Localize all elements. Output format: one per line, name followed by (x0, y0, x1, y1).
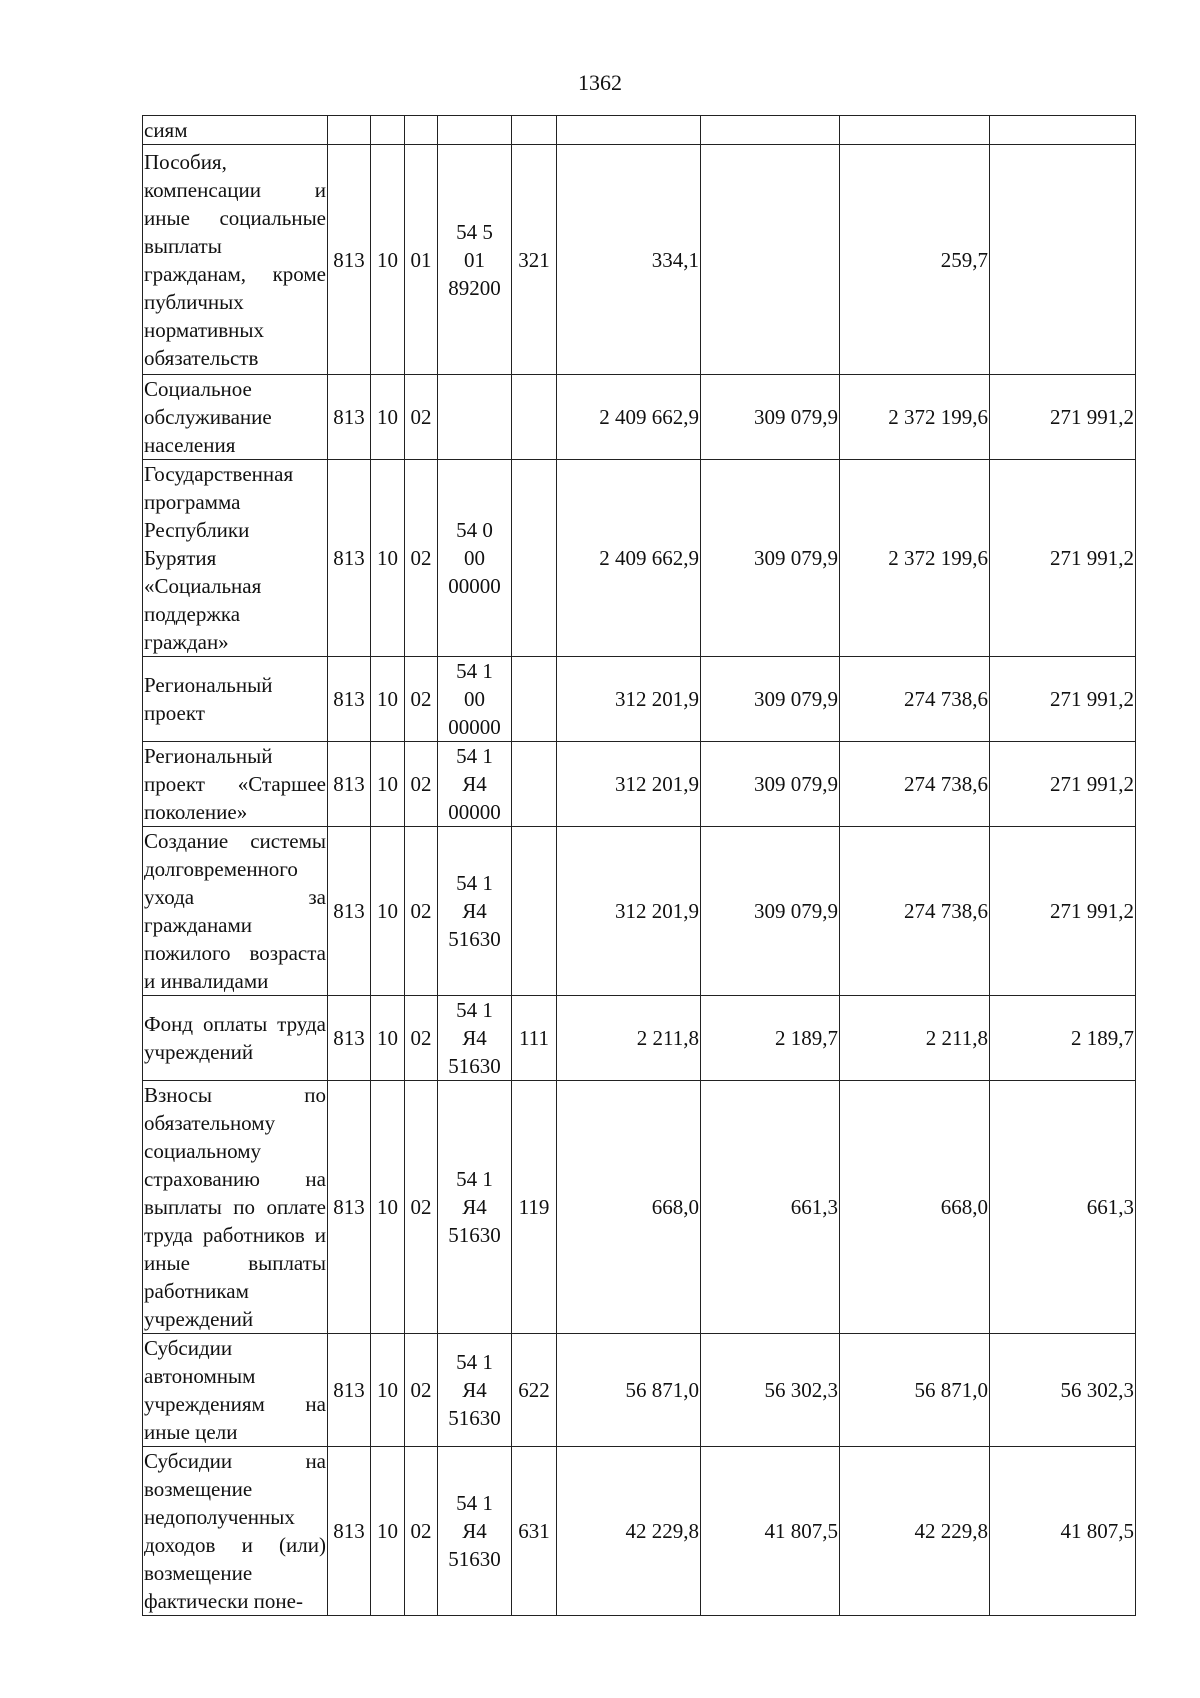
subsection-code-cell: 02 (405, 460, 438, 657)
table-row (143, 116, 1136, 145)
subsection-code-cell: 02 (405, 375, 438, 460)
amount-cell-4: 56 302,3 (990, 1334, 1136, 1447)
target-article-cell (438, 1447, 512, 1616)
table-row (143, 827, 1136, 996)
target-article-line: 51630 (448, 1054, 501, 1078)
amount-cell-4: 271 991,2 (990, 827, 1136, 996)
amount-cell-4 (990, 116, 1136, 145)
target-article-line: Я4 (462, 899, 487, 923)
target-article-cell (438, 116, 512, 145)
amount-cell-4: 271 991,2 (990, 742, 1136, 827)
grbs-code-cell: 813 (328, 145, 371, 375)
target-article-cell (438, 145, 512, 375)
amount-cell-3: 668,0 (840, 1081, 990, 1334)
amount-cell-3: 2 211,8 (840, 996, 990, 1081)
target-article-cell (438, 375, 512, 460)
table-row (143, 996, 1136, 1081)
target-article-line: 00000 (448, 800, 501, 824)
target-article-line: 51630 (448, 1406, 501, 1430)
table-row (143, 460, 1136, 657)
row-name-cell: Создание системы долговременного ухода за гражданами пожилого возраста и инвалидами (143, 827, 328, 996)
amount-cell-1: 42 229,8 (557, 1447, 701, 1616)
table-row (143, 1447, 1136, 1616)
section-code-cell (371, 116, 405, 145)
amount-cell-1: 2 409 662,9 (557, 460, 701, 657)
expense-type-cell (512, 460, 557, 657)
table-row (143, 742, 1136, 827)
amount-cell-4 (990, 145, 1136, 375)
target-article-line: 51630 (448, 1223, 501, 1247)
grbs-code-cell: 813 (328, 742, 371, 827)
expense-type-cell (512, 657, 557, 742)
amount-cell-2: 2 189,7 (701, 996, 840, 1081)
target-article-line: 54 1 (456, 659, 493, 683)
section-code-cell: 10 (371, 996, 405, 1081)
amount-cell-1: 312 201,9 (557, 657, 701, 742)
target-article-line: 00 (464, 546, 485, 570)
amount-cell-2: 309 079,9 (701, 742, 840, 827)
row-name-cell: Фонд оплаты труда учреждений (143, 996, 328, 1081)
row-name-cell: сиям (143, 116, 328, 145)
table-row (143, 145, 1136, 375)
amount-cell-2: 661,3 (701, 1081, 840, 1334)
subsection-code-cell: 02 (405, 657, 438, 742)
page-number: 1362 (578, 70, 622, 95)
subsection-code-cell: 01 (405, 145, 438, 375)
grbs-code-cell (328, 116, 371, 145)
grbs-code-cell: 813 (328, 996, 371, 1081)
expense-type-cell (512, 742, 557, 827)
row-name-cell: Региональный проект «Старшее поколение» (143, 742, 328, 827)
amount-cell-4: 271 991,2 (990, 460, 1136, 657)
amount-cell-2: 309 079,9 (701, 827, 840, 996)
row-name-cell: Региональный проект (143, 657, 328, 742)
section-code-cell: 10 (371, 827, 405, 996)
subsection-code-cell: 02 (405, 1081, 438, 1334)
row-name-cell: Взносы по обязательному социальному страхованию на выплаты по оплате труда работников и иные выплаты работникам учреждений (143, 1081, 328, 1334)
target-article-line: Я4 (462, 1378, 487, 1402)
target-article-cell (438, 460, 512, 657)
target-article-cell (438, 827, 512, 996)
amount-cell-4: 271 991,2 (990, 375, 1136, 460)
target-article-line: Я4 (462, 1519, 487, 1543)
target-article-line: 54 1 (456, 1350, 493, 1374)
target-article-cell (438, 657, 512, 742)
target-article-line: 54 1 (456, 998, 493, 1022)
amount-cell-3: 2 372 199,6 (840, 375, 990, 460)
section-code-cell: 10 (371, 1334, 405, 1447)
section-code-cell: 10 (371, 657, 405, 742)
target-article-cell (438, 1081, 512, 1334)
amount-cell-3: 42 229,8 (840, 1447, 990, 1616)
amount-cell-3 (840, 116, 990, 145)
section-code-cell: 10 (371, 460, 405, 657)
amount-cell-4: 2 189,7 (990, 996, 1136, 1081)
row-name-cell: Субсидии автономным учреждениям на иные цели (143, 1334, 328, 1447)
amount-cell-1: 312 201,9 (557, 742, 701, 827)
amount-cell-2: 56 302,3 (701, 1334, 840, 1447)
section-code-cell: 10 (371, 145, 405, 375)
subsection-code-cell (405, 116, 438, 145)
section-code-cell: 10 (371, 742, 405, 827)
amount-cell-2: 41 807,5 (701, 1447, 840, 1616)
amount-cell-2 (701, 116, 840, 145)
budget-table (142, 115, 1136, 1616)
subsection-code-cell: 02 (405, 827, 438, 996)
amount-cell-4: 661,3 (990, 1081, 1136, 1334)
target-article-line: 00000 (448, 574, 501, 598)
amount-cell-4: 41 807,5 (990, 1447, 1136, 1616)
amount-cell-3: 274 738,6 (840, 827, 990, 996)
amount-cell-2: 309 079,9 (701, 375, 840, 460)
subsection-code-cell: 02 (405, 742, 438, 827)
subsection-code-cell: 02 (405, 1447, 438, 1616)
target-article-line: Я4 (462, 772, 487, 796)
amount-cell-3: 56 871,0 (840, 1334, 990, 1447)
amount-cell-3: 274 738,6 (840, 657, 990, 742)
expense-type-cell: 111 (512, 996, 557, 1081)
row-name-cell: Государственная программа Республики Бурятия «Социальная поддержка граждан» (143, 460, 328, 657)
target-article-line: 01 (464, 247, 485, 272)
target-article-line: 51630 (448, 1547, 501, 1571)
amount-cell-4: 271 991,2 (990, 657, 1136, 742)
target-article-cell (438, 996, 512, 1081)
subsection-code-cell: 02 (405, 996, 438, 1081)
target-article-line: 89200 (448, 275, 501, 300)
table-body (143, 116, 1136, 1616)
amount-cell-1: 56 871,0 (557, 1334, 701, 1447)
table-row (143, 1334, 1136, 1447)
row-name-cell: Социальное обслуживание населения (143, 375, 328, 460)
table-row (143, 1081, 1136, 1334)
expense-type-cell (512, 827, 557, 996)
section-code-cell: 10 (371, 1081, 405, 1334)
expense-type-cell: 631 (512, 1447, 557, 1616)
amount-cell-1 (557, 116, 701, 145)
amount-cell-2 (701, 145, 840, 375)
expense-type-cell (512, 375, 557, 460)
target-article-line: 54 1 (456, 871, 493, 895)
section-code-cell: 10 (371, 1447, 405, 1616)
table-row (143, 375, 1136, 460)
target-article-line: 00 (464, 687, 485, 711)
grbs-code-cell: 813 (328, 827, 371, 996)
grbs-code-cell: 813 (328, 375, 371, 460)
expense-type-cell (512, 116, 557, 145)
target-article-cell (438, 1334, 512, 1447)
target-article-line: 54 1 (456, 1167, 493, 1191)
grbs-code-cell: 813 (328, 1447, 371, 1616)
amount-cell-1: 2 211,8 (557, 996, 701, 1081)
expense-type-cell: 321 (512, 145, 557, 375)
amount-cell-2: 309 079,9 (701, 460, 840, 657)
amount-cell-1: 668,0 (557, 1081, 701, 1334)
target-article-line: 54 0 (456, 518, 493, 542)
grbs-code-cell: 813 (328, 460, 371, 657)
section-code-cell: 10 (371, 375, 405, 460)
amount-cell-3: 2 372 199,6 (840, 460, 990, 657)
target-article-line: 51630 (448, 927, 501, 951)
target-article-cell (438, 742, 512, 827)
amount-cell-1: 2 409 662,9 (557, 375, 701, 460)
expense-type-cell: 622 (512, 1334, 557, 1447)
expense-type-cell: 119 (512, 1081, 557, 1334)
target-article-line: 54 1 (456, 744, 493, 768)
target-article-line: Я4 (462, 1195, 487, 1219)
amount-cell-1: 312 201,9 (557, 827, 701, 996)
grbs-code-cell: 813 (328, 1081, 371, 1334)
grbs-code-cell: 813 (328, 1334, 371, 1447)
row-name-cell: Субсидии на возмещение недополученных доходов и (или) возмещение фактически поне- (143, 1447, 328, 1616)
amount-cell-3: 259,7 (840, 145, 990, 375)
table-row (143, 657, 1136, 742)
target-article-line: 00000 (448, 715, 501, 739)
grbs-code-cell: 813 (328, 657, 371, 742)
amount-cell-1: 334,1 (557, 145, 701, 375)
row-name-cell: Пособия, компенсации и иные социальные выплаты гражданам, кроме публичных нормативных обязательств (143, 145, 328, 375)
target-article-line: 54 5 (456, 219, 493, 244)
amount-cell-2: 309 079,9 (701, 657, 840, 742)
target-article-line: Я4 (462, 1026, 487, 1050)
amount-cell-3: 274 738,6 (840, 742, 990, 827)
target-article-line: 54 1 (456, 1491, 493, 1515)
subsection-code-cell: 02 (405, 1334, 438, 1447)
